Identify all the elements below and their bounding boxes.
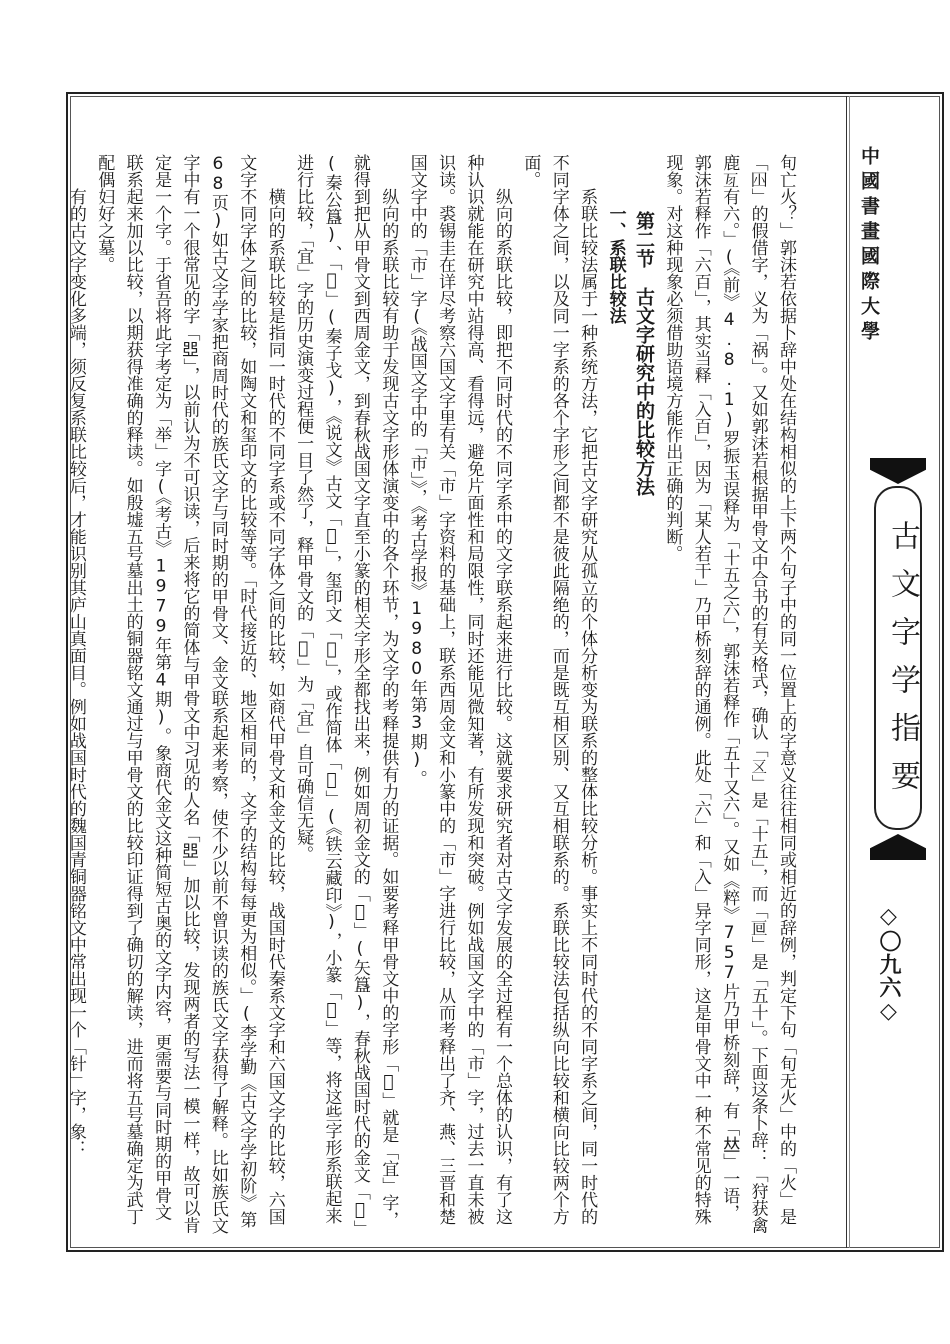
book-title: 古文字学指要 xyxy=(885,520,920,808)
page-number: ◇〇九六◇ xyxy=(876,904,901,1025)
paragraph-3: 纵向的系联比较，即把不同时代的不同字系中的文字联系起来进行比较。这就要求研究者对古文字发展的全过程有一个总体的认识，有了这种认识就能在研究中站得高、看得远，避免片面性和局限性，同时还能见微知著，有所发现和突破。例如战国文字中的「市」字，过去一直未被识读。裘锡圭在详尽考察六国文字里有关「市」字资料的基础上，联系西周金文和小篆中的「市」字进行比较，从而考释出了齐、燕、三晋和楚国文字中的「市」字(《战国文字中的「市」》，《考古学报》1980年第3期)。 xyxy=(406,154,512,1225)
sidebar-divider xyxy=(846,96,847,1248)
paragraph-6: 有的古文字变化多端，须反复系联比较后，才能识别其庐山真面目。例如战国时代的魏国青铜器铭文中常出现一个「针」字，象： xyxy=(65,188,86,1157)
paragraph-5: 横向的系联比较是指同一时代的不同字系或不同字体之间的比较，如商代甲骨文和金文的比较，战国时代秦系文字和六国文字的比较，六国文字不同字体之间的比较，如陶文和玺印文的比较等等。「时代接近的、地区相同的，文字的结构每每更为相似。」(李学勤《古文字学初阶》第68页)如古文字学家把商周时代的族氏文字与同时期的甲骨文、金文联系起来考察，使不少以前不曾识读的族氏文字获得了解释。比如族氏文字中有一个很常见的字「𠁁」，以前认为不可识读，后来将它的简体与甲骨文中习见的人名「𠁁」加以比较，发现两者的写法一模一样，故可以肯定是一个字。于省吾将此字考定为「举」字(《考古》1979年第4期)。象商代金文这种简短古奥的文字内容，更需要与同时期的甲骨文联系起来加以比较，以期获得准确的释读。如殷墟五号墓出土的铜器铭文通过与甲骨文的比较印证得到了确切的解读，进而将五号墓确定为武丁配偶妇好之墓。 xyxy=(94,154,285,1234)
paragraph-1: 旬亡火？」郭沫若依据卜辞中处在结构相似的上下两个句子中的同一位置上的字意义往往相同或相近的辞例，判定下句「旬无火」中的「火」是「𡆧」的假借字，义为「祸」。又如郭沫若根据甲骨文中合书的有关格式，确认「𠄡」是「十五」，而「𠄢」是「五十」。下面这条卜辞：「狩获禽鹿𠄣有六。」(《前》4.8.1)罗振玉误释为「十五之六」，郭沫若释作「五十又六」。又如《粹》757片乃甲桥刻辞，有「𠀤」一语，郭沫若释作「六百」，其实当释「入百」，因为「某人若干」乃甲桥刻辞的通例。此处「六」和「入」异字同形，这是甲骨文中一种不常见的特殊现象。对这种现象必须借助语境方能作出正确的判断。 xyxy=(662,154,796,1234)
series-title: 中國書畫國際大學 xyxy=(858,146,880,346)
sidebar-divider-inner xyxy=(849,96,850,1248)
subsection-title: 一、系联比较法 xyxy=(605,205,626,324)
main-text-column xyxy=(61,154,800,1234)
section-title: 第二节 古文字研究中的比较方法 xyxy=(632,211,655,496)
paragraph-2: 系联比较法属于一种系统方法，它把古文字研究从孤立的个体分析变为联系的整体比较分析。事实上不同时代的不同字系之间，同一时代的不同字体之间，以及同一字系的各个字形之间都不是彼此隔绝的，而是既互相区别、又互相联系的。系联比较法包括纵向比较和横向比较两个方面。 xyxy=(520,154,598,1225)
paragraph-4: 纵向的系联比较有助于发现古文字形体演变中的各个环节，为文字的考释提供有力的证据。如要考释甲骨文中的字形「𡧊」就是「宜」字，就得到把从甲骨文到西周金文，到春秋战国文字直至小篆的相关字形全都找出来，例如周初金文的「𡧊」(矢簋)，春秋战国时代的金文「𡧊」(秦公簋)、「𡧊」(秦子戈)，《说文》古文「𡧊」，玺印文「𡧊」，或作简体「𡧊」(《铁云藏印》)，小篆「𡧊」等，将这些字形系联起来进行比较，「宜」字的历史演变过程便一目了然了，释甲骨文的「𡧊」为「宜」自可确信无疑。 xyxy=(293,154,399,1229)
